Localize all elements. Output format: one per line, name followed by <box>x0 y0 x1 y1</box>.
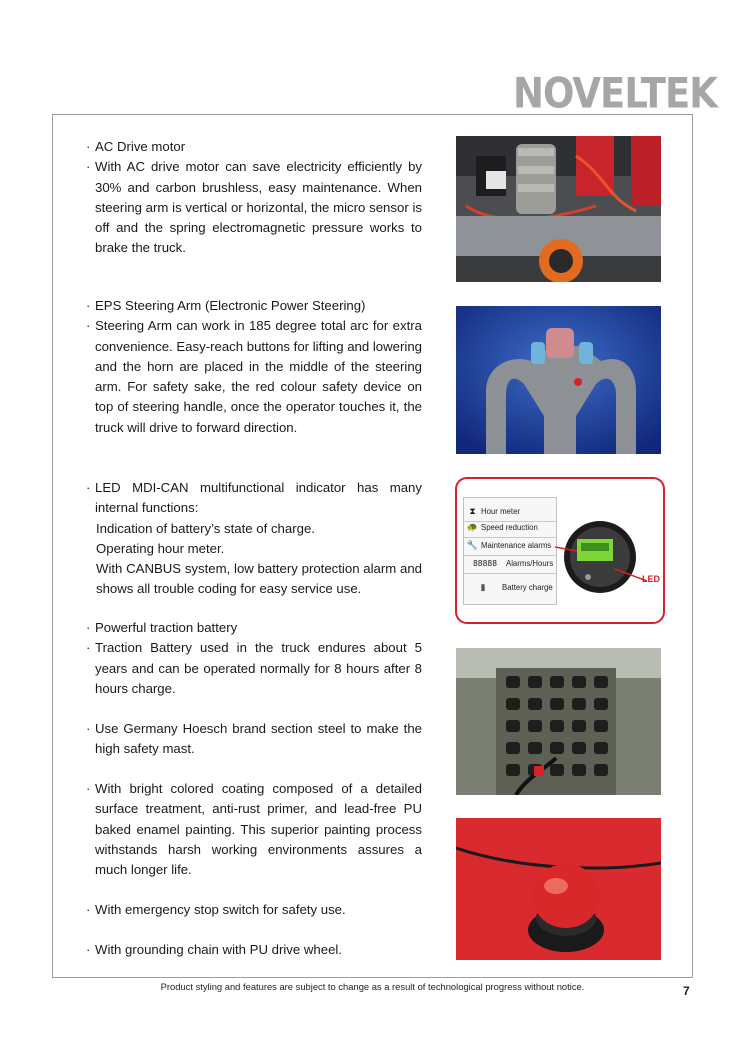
bullet-mark: · <box>86 620 91 635</box>
paragraph-text: Powerful traction battery <box>95 620 238 635</box>
led-row-label: Maintenance alarms <box>481 541 552 550</box>
hourglass-icon: ⧗ <box>469 506 476 516</box>
bullet-mark: · <box>86 159 91 175</box>
bullet-mark: · <box>86 721 91 736</box>
text-line <box>86 539 422 559</box>
text-line <box>86 519 422 539</box>
paragraph-text: With emergency stop switch for safety use. <box>95 902 346 917</box>
led-row-label: Hour meter <box>481 507 520 516</box>
bullet-mark <box>86 539 95 559</box>
paragraph-text: LED MDI-CAN multifunctional indicator has many internal functions: <box>95 480 422 516</box>
section-grounding-chain <box>86 940 422 960</box>
paragraph-text: Operating hour meter. <box>96 540 225 556</box>
paragraph-text: Indication of battery’s state of charge. <box>96 520 315 536</box>
text-line <box>86 478 422 519</box>
paragraph-text: AC Drive motor <box>95 139 186 154</box>
emergency-stop-photo <box>456 818 661 960</box>
led-row-maintenance <box>464 536 556 556</box>
bullet-mark: · <box>86 781 91 796</box>
wrench-icon: 🔧 <box>466 540 479 550</box>
led-row-label: Battery charge <box>502 583 553 592</box>
brand-logo: NOVELTEK <box>513 69 717 118</box>
steering-arm-photo <box>456 306 661 454</box>
bullet-mark <box>86 559 95 600</box>
battery-icon: ▮ <box>480 582 486 592</box>
section-emergency-stop <box>86 900 422 920</box>
section-ac-drive <box>86 137 422 259</box>
bullet-mark: · <box>86 942 91 957</box>
section-eps-steering <box>86 296 422 438</box>
paragraph-text: Steering Arm can work in 185 degree total arc for extra convenience. Easy-reach buttons for lifting and lowering and the horn are placed in the middle of the steering arm. For safety sake, the red colour safety device on top of steering handle, once the operator touches it, the truck will drive to forward direction. <box>95 318 422 435</box>
bullet-mark <box>86 519 95 539</box>
paragraph-text: With CANBUS system, low battery protection alarm and shows all trouble coding for easy service use. <box>96 561 422 597</box>
paragraph-text: With AC drive motor can save electricity efficiently by 30% and carbon brushless, easy maintenance. When steering arm is vertical or horizontal, the micro sensor is off and the spring electromagnetic pressure works to brake the truck. <box>95 159 422 256</box>
bullet-mark: · <box>86 139 91 154</box>
led-row-label: Alarms/Hours <box>506 559 554 568</box>
digits-icon: 88888 <box>472 559 498 568</box>
section-coating <box>86 779 422 880</box>
paragraph-text: With grounding chain with PU drive wheel. <box>95 942 343 957</box>
section-hoesch-steel <box>86 719 422 760</box>
bullet-mark: · <box>86 640 91 656</box>
text-line <box>86 296 422 316</box>
text-line <box>86 618 422 638</box>
paragraph-text: EPS Steering Arm (Electronic Power Steering) <box>95 298 366 313</box>
text-line <box>86 137 422 157</box>
turtle-icon: 🐢 <box>466 522 479 532</box>
ac-motor-photo <box>456 136 661 282</box>
section-led-indicator <box>86 478 422 600</box>
text-line <box>86 940 422 960</box>
bullet-mark: · <box>86 318 91 334</box>
led-row-alarms-hours <box>464 554 556 574</box>
bullet-mark: · <box>86 902 91 917</box>
text-line <box>86 157 422 258</box>
paragraph-text: Traction Battery used in the truck endures about 5 years and can be operated normally for 8 hours after 8 hours charge. <box>95 640 422 696</box>
paragraph-text: With bright colored coating composed of a detailed surface treatment, anti-rust primer, and lead-free PU baked enamel painting. This superior painting process withstands harsh working environments assures a much longer life. <box>95 781 422 878</box>
bullet-mark: · <box>86 480 91 495</box>
footer-disclaimer: Product styling and features are subject to change as a result of technological progress without notice. <box>160 981 585 992</box>
text-line <box>86 638 422 699</box>
text-line <box>86 779 422 880</box>
text-line <box>86 719 422 760</box>
paragraph-text: Use Germany Hoesch brand section steel to make the high safety mast. <box>95 721 422 757</box>
led-row-battery-charge <box>464 578 556 597</box>
traction-battery-photo <box>456 648 661 795</box>
bullet-mark: · <box>86 298 91 313</box>
text-line <box>86 559 422 600</box>
led-indicator-diagram <box>455 477 665 624</box>
text-line <box>86 900 422 920</box>
page-number: 7 <box>683 984 690 998</box>
section-traction-battery <box>86 618 422 699</box>
led-gauge <box>555 507 651 607</box>
led-function-list <box>463 497 557 605</box>
led-row-label: Speed reduction <box>481 523 538 532</box>
text-line <box>86 316 422 438</box>
led-callout-label: LED <box>642 574 660 584</box>
led-row-speed-reduction <box>464 518 556 538</box>
